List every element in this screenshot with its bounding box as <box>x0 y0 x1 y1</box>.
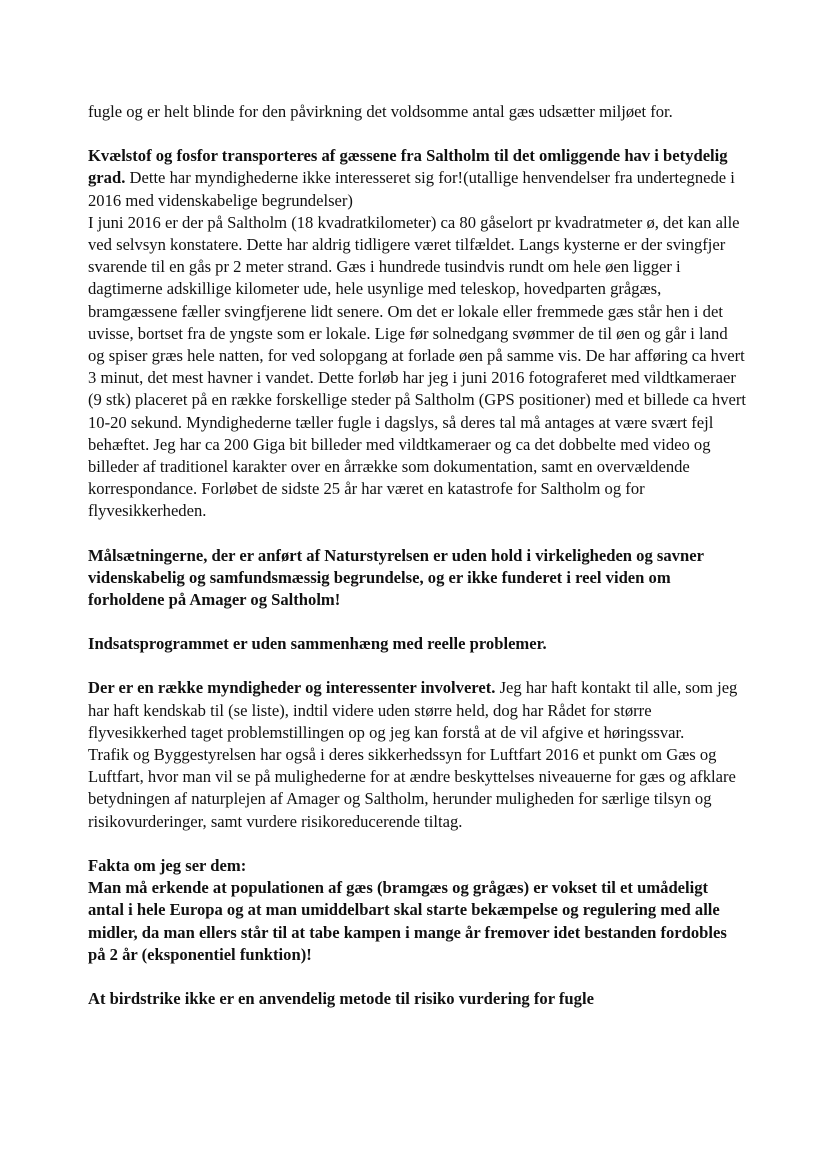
paragraph-text: Trafik og Byggestyrelsen har også i deres sikkerhedssyn for Luftfart 2016 et punkt om Gæs og Luftfart, hvor man vil se på mulighederne for at ændre beskyttelses niveauerne for gæs og afklare betydningen af naturplejen af Amager og Saltholm, herunder muligheden for særlige tilsyn og risikovurderinger, samt vurdere risikoreducerende tiltag. <box>88 745 736 831</box>
document-body <box>88 101 748 1010</box>
paragraph-heading: Indsatsprogrammet er uden sammenhæng med reelle problemer. <box>88 634 547 654</box>
paragraph-continuation <box>88 101 748 123</box>
paragraph-text: Dette har myndighederne ikke interesseret sig for!(utallige henvendelser fra undertegnede i 2016 med videnskabelige begrundelser) <box>88 168 735 210</box>
paragraph-facts-heading <box>88 855 748 877</box>
paragraph-heading: Målsætningerne, der er anført af Naturstyrelsen er uden hold i virkeligheden og savner videnskabelig og samfundsmæssig begrundelse, og er ikke funderet i reel viden om forholdene på Amager og Saltholm! <box>88 545 704 610</box>
paragraph-text: I juni 2016 er der på Saltholm (18 kvadratkilometer) ca 80 gåselort pr kvadratmeter ø, det kan alle ved selvsyn konstatere. Dette har aldrig tidligere været tilfældet. Langs kysterne er der svingfjer svarende til en gås pr 2 meter strand. Gæs i hundrede tusindvis rundt om hele øen ligger i dagtimerne adskillige kilometer ude, hele usynlige med teleskop, hovedparten grågæs, bramgæssene fæller svingfjerene lidt senere. Om det er lokale eller fremmede gæs står hen i det uvisse, bortset fra de yngste som er lokale. Lige før solnedgang svømmer de til øen og går i land og spiser græs hele natten, for ved solopgang at forlade øen på samme vis. De har afføring ca hvert 3 minut, det mest havner i vandet. Dette forløb har jeg i juni 2016 fotograferet med vildtkameraer (9 stk) placeret på en række forskellige steder på Saltholm (GPS positioner) med et billede ca hvert 10-20 sekund. Myndighederne tæller fugle i dagslys, så deres tal må antages at være svært fejl behæftet. Jeg har ca 200 Giga bit billeder med vildtkameraer og ca det dobbelte med video og billeder af traditionel karakter over en årrække som dokumentation, samt en overvældende korrespondance. Forløbet de sidste 25 år har været en katastrofe for Saltholm og for flyvesikkerheden. <box>88 212 747 521</box>
paragraph-objectives <box>88 545 748 612</box>
paragraph-heading: Fakta om jeg ser dem: <box>88 855 247 875</box>
paragraph-nitrogen-phosphorus <box>88 145 748 212</box>
paragraph-action-program <box>88 633 748 655</box>
paragraph-saltholm-observations <box>88 212 748 523</box>
paragraph-birdstrike <box>88 988 748 1010</box>
paragraph-traffic-agency <box>88 744 748 833</box>
paragraph-text: Jeg har haft kontakt til alle, som jeg har haft kendskab til (se liste), indtil videre uden større held, dog har Rådet for større flyvesikkerhed taget problemstillingen op og jeg kan forstå at de vil afgive et høringssvar. <box>88 678 738 742</box>
paragraph-authorities <box>88 677 748 744</box>
paragraph-heading: Kvælstof og fosfor transporteres af gæssene fra Saltholm til det omliggende hav i betydelig grad. <box>88 146 728 188</box>
paragraph-heading: Man må erkende at populationen af gæs (bramgæs og grågæs) er vokset til et umådeligt antal i hele Europa og at man umiddelbart skal starte bekæmpelse og regulering med alle midler, da man ellers står til at tabe kampen i mange år fremover idet bestanden fordobles på 2 år (eksponentiel funktion)! <box>88 878 727 964</box>
paragraph-text: fugle og er helt blinde for den påvirkning det voldsomme antal gæs udsætter miljøet for. <box>88 102 673 121</box>
paragraph-heading: Der er en række myndigheder og interessenter involveret. <box>88 678 496 698</box>
paragraph-population <box>88 877 748 966</box>
paragraph-heading: At birdstrike ikke er en anvendelig metode til risiko vurdering for fugle <box>88 988 594 1008</box>
